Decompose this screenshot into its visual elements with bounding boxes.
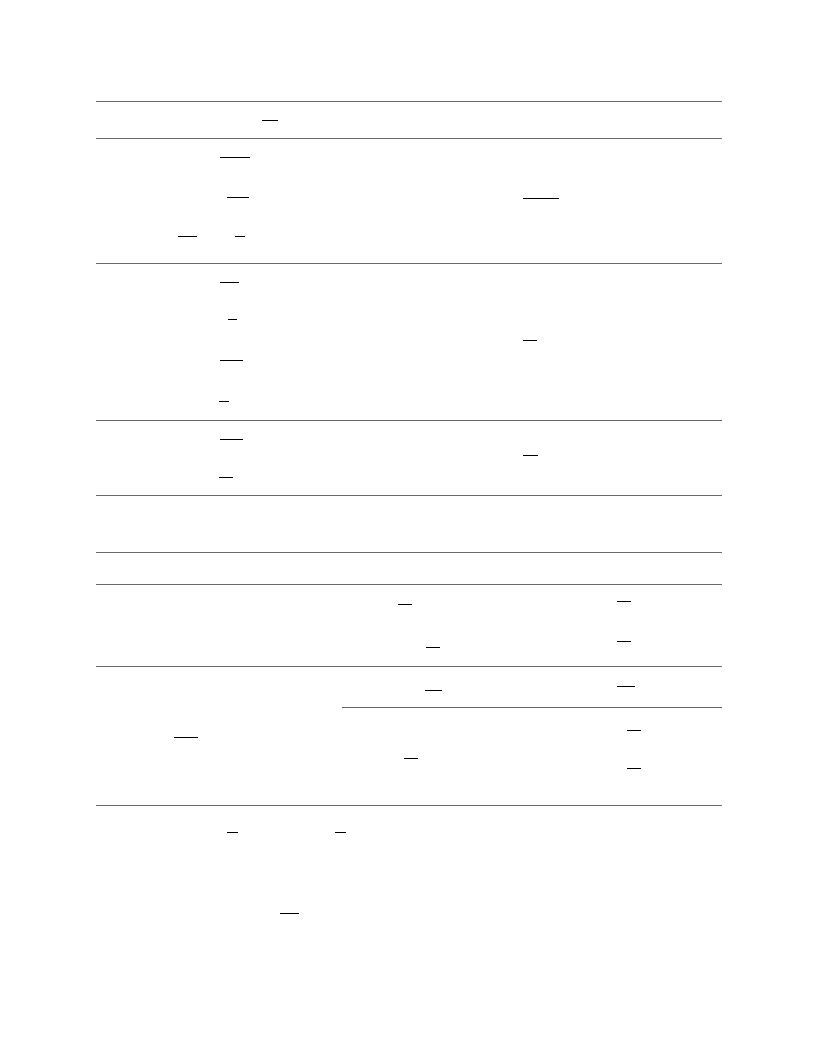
table-top-rule [96, 101, 722, 102]
table-top-rule [96, 552, 722, 553]
overbar-mark [627, 730, 641, 731]
overbar-mark [220, 439, 243, 440]
partial-row-rule [342, 707, 722, 708]
row-group-rule [96, 263, 722, 264]
overbar-mark [220, 282, 239, 283]
row-group-rule [96, 420, 722, 421]
header-bottom-rule [96, 138, 722, 139]
overbar-mark [617, 641, 631, 642]
table-bottom-rule [96, 495, 722, 496]
overbar-mark [174, 737, 198, 738]
overbar-mark [617, 601, 631, 602]
table-bottom-rule [96, 805, 722, 806]
overbar-mark [219, 401, 229, 402]
overbar-mark [335, 832, 346, 833]
overbar-mark [426, 647, 440, 648]
header-bottom-rule [96, 584, 722, 585]
overbar-mark [617, 686, 635, 687]
row-group-rule [96, 666, 722, 667]
overbar-mark [523, 198, 559, 199]
overbar-mark [627, 768, 641, 769]
overbar-mark [235, 236, 245, 237]
overbar-mark [398, 604, 412, 605]
overbar-mark [219, 477, 233, 478]
overbar-mark [228, 319, 237, 320]
overbar-mark [523, 340, 537, 341]
overbar-mark [227, 197, 249, 198]
overbar-mark [262, 120, 278, 121]
overbar-mark [404, 758, 418, 759]
overbar-mark [280, 913, 299, 914]
overbar-mark [425, 690, 442, 691]
overbar-mark [220, 157, 250, 158]
overbar-mark [523, 455, 538, 456]
overbar-mark [227, 832, 238, 833]
overbar-mark [178, 236, 197, 237]
overbar-mark [220, 360, 243, 361]
